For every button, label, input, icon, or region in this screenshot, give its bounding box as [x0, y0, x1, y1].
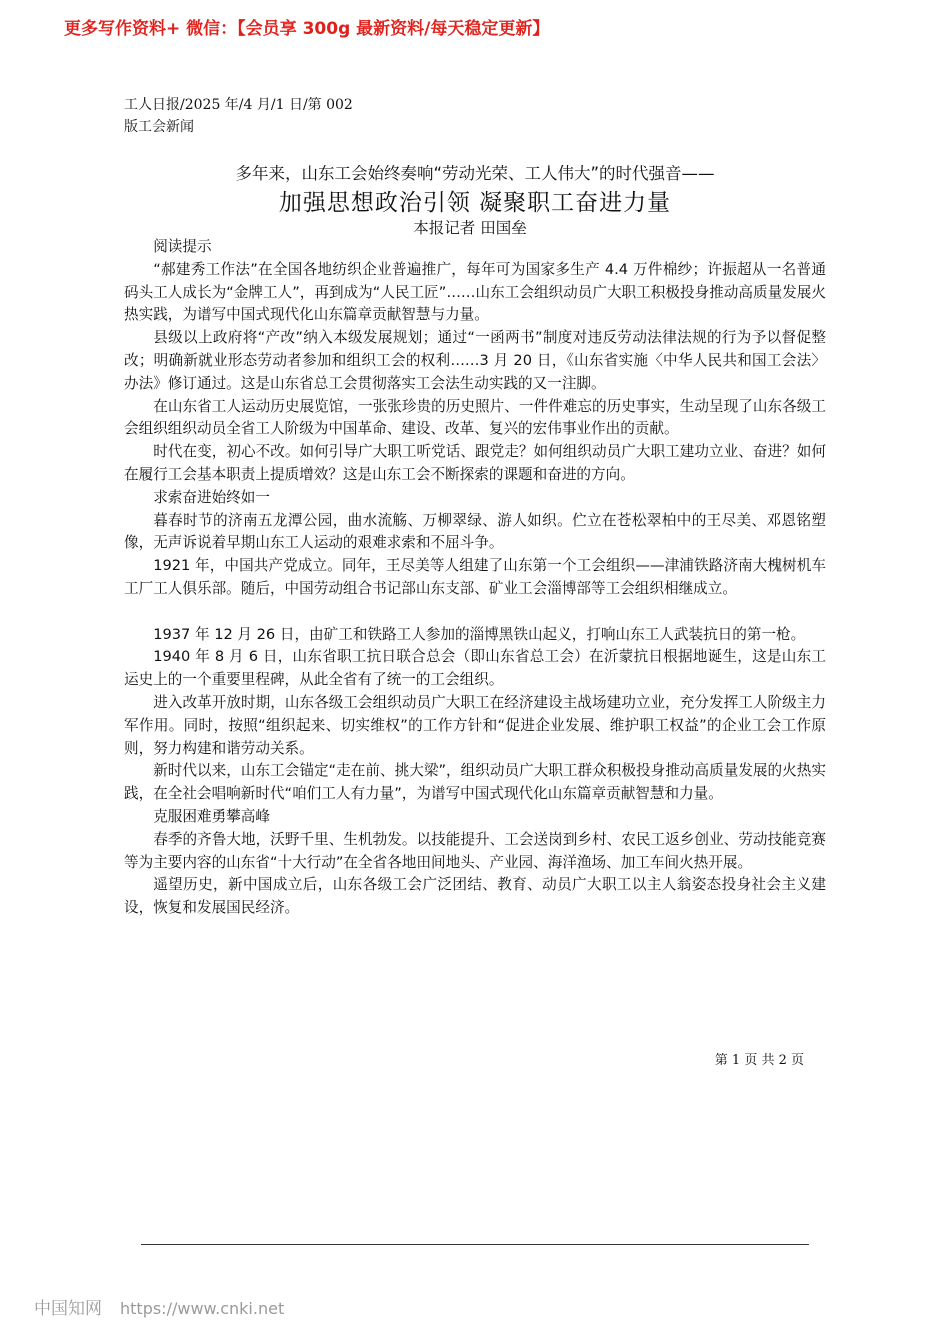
- paragraph: 在山东省工人运动历史展览馆，一张张珍贵的历史照片、一件件难忘的历史事实，生动呈现了山东各级工会组织组织动员全省工人阶级为中国革命、建设、改革、复兴的宏伟事业作出的贡献。: [124, 397, 826, 438]
- article-headline: 加强思想政治引领 凝聚职工奋进力量: [278, 190, 672, 216]
- paragraph: 暮春时节的济南五龙潭公园，曲水流觞、万柳翠绿、游人如织。伫立在苍松翠柏中的王尽美、邓恩铭塑像，无声诉说着早期山东工人运动的艰难求索和不屈斗争。: [124, 511, 826, 552]
- section-heading: 克服困难勇攀高峰: [153, 807, 270, 825]
- blank-line: [124, 601, 826, 624]
- footer-divider: [141, 1244, 809, 1245]
- page-number: 第 1 页 共 2 页: [714, 1053, 804, 1068]
- paragraph: “郝建秀工作法”在全国各地纺织企业普遍推广，每年可为国家多生产 4.4 万件棉纱；许振超从一名普通码头工人成长为“金牌工人”，再到成为“人民工匠”……山东工会组织动员广大职工积极投身推动高质量发展火热实践，为谱写中国式现代化山东篇章贡献智慧与力量。: [124, 260, 826, 324]
- promo-banner: 更多写作资料+ 微信：【会员享 300g 最新资料/每天稳定更新】: [64, 19, 550, 39]
- paragraph: 遥望历史，新中国成立后，山东各级工会广泛团结、教育、动员广大职工以主人翁姿态投身社会主义建设，恢复和发展国民经济。: [124, 876, 826, 917]
- paragraph: 时代在变，初心不改。如何引导广大职工听党话、跟党走？如何组织动员广大职工建功立业、奋进？如何在履行工会基本职责上提质增效？这是山东工会不断探索的课题和奋进的方向。: [124, 443, 826, 483]
- paragraph: 春季的齐鲁大地，沃野千里、生机勃发。以技能提升、工会送岗到乡村、农民工返乡创业、劳动技能竞赛等为主要内容的山东省“十大行动”在全省各地田间地头、产业园、海洋渔场、加工车间火热开展。: [124, 830, 826, 871]
- paragraph: 县级以上政府将“产改”纳入本级发展规划；通过“一函两书”制度对违反劳动法律法规的行为予以督促整改；明确新就业形态劳动者参加和组织工会的权利……3 月 20 日，《山东省实施〈中华人民共和国工会法〉办法》修订通过。这是山东省总工会贯彻落实工会法生动实践的又一注脚。: [124, 329, 826, 392]
- source-line: 工人日报/2025 年/4 月/1 日/第 002: [124, 97, 353, 113]
- paragraph: 1937 年 12 月 26 日，由矿工和铁路工人参加的淄博黑铁山起义，打响山东工人武装抗日的第一枪。: [153, 625, 806, 643]
- paragraph: 进入改革开放时期，山东各级工会组织动员广大职工在经济建设主战场建功立业，充分发挥工人阶级主力军作用。同时，按照“组织起来、切实维权”的工作方针和“促进企业发展、维护职工权益”的企业工会工作原则，努力构建和谐劳动关系。: [124, 693, 826, 757]
- section-heading: 求索奋进始终如一: [153, 488, 270, 506]
- paragraph: 新时代以来，山东工会锚定“走在前、挑大梁”，组织动员广大职工群众积极投身推动高质量发展的火热实践，在全社会唱响新时代“咱们工人有力量”，为谱写中国式现代化山东篇章贡献智慧和力量。: [124, 762, 826, 803]
- paragraph: 1940 年 8 月 6 日，山东省职工抗日联合总会（即山东省总工会）在沂蒙抗日根据地诞生，这是山东工运史上的一个重要里程碑，从此全省有了统一的工会组织。: [124, 648, 826, 689]
- watermark-brand: 中国知网: [34, 1299, 102, 1319]
- section-heading: 阅读提示: [153, 238, 212, 255]
- article-body: [124, 236, 826, 920]
- source-line: 版工会新闻: [124, 119, 194, 135]
- watermark: [34, 1294, 284, 1319]
- watermark-url: https://www.cnki.net: [120, 1299, 285, 1318]
- source-citation: [124, 94, 384, 138]
- article-byline: 本报记者 田国垒: [413, 219, 527, 237]
- paragraph: 1921 年，中国共产党成立。同年，王尽美等人组建了山东第一个工会组织——津浦铁路济南大槐树机车工厂工人俱乐部。随后，中国劳动组合书记部山东支部、矿业工会淄博部等工会组织相继成立。: [124, 557, 826, 597]
- article-subtitle: 多年来，山东工会始终奏响“劳动光荣、工人伟大”的时代强音——: [235, 164, 715, 183]
